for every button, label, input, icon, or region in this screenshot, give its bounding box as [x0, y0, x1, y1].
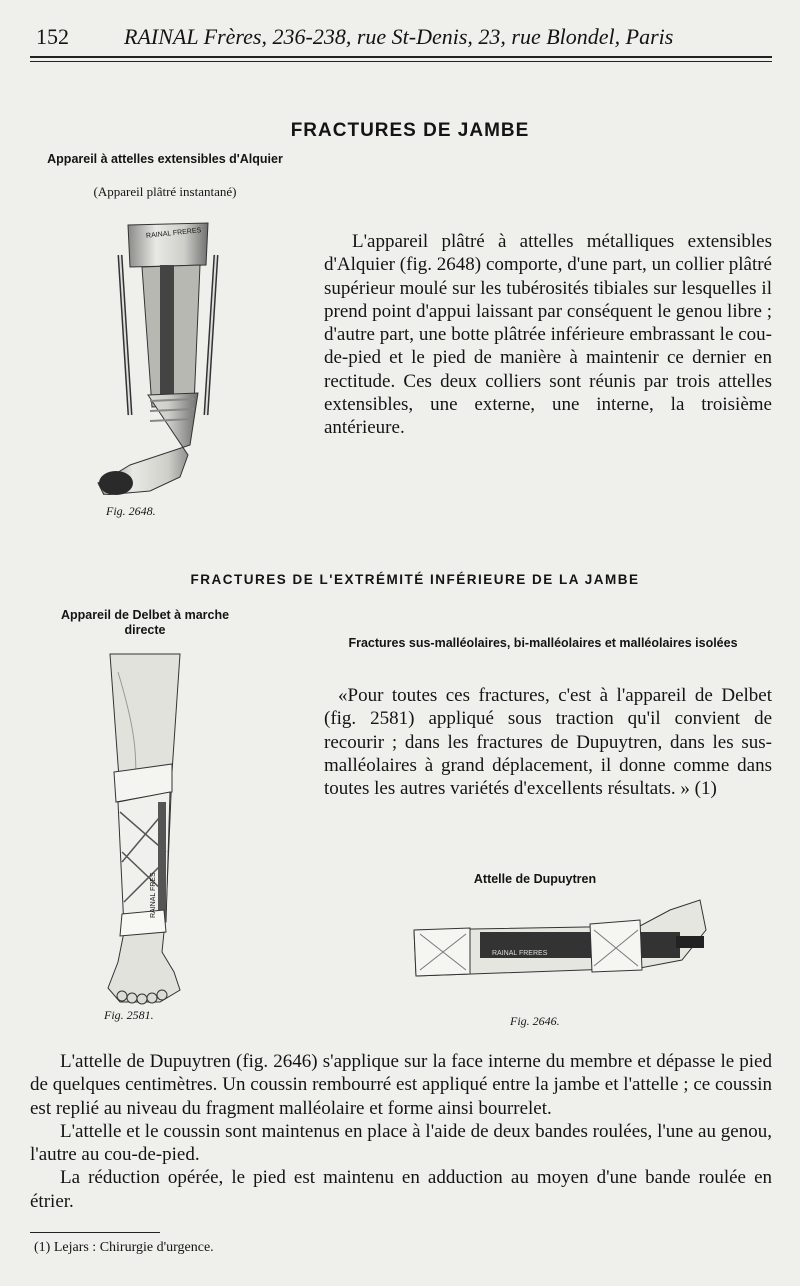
subheading-fractures-malleolaires: Fractures sus-malléolaires, bi-malléolaires et malléolaires isolées	[348, 636, 738, 650]
figure-caption-alquier: Appareil à attelles extensibles d'Alquier	[47, 152, 283, 166]
footnote-rule	[30, 1232, 160, 1233]
body-paragraph: L'attelle de Dupuytren (fig. 2646) s'applique sur la face interne du membre et dépasse le pied de quelques centimètres. Un coussin rembourré est appliqué entre la jambe et l'attelle ; ce coussin est replié au niveau du fragment malléolaire et forme ainsi bourrelet.	[30, 1051, 772, 1119]
cast-band-stamp: RAINAL FRERES	[145, 227, 202, 240]
figure-caption-dupuytren: Attelle de Dupuytren	[473, 872, 597, 886]
figure-label-2581: Fig. 2581.	[104, 1008, 154, 1022]
section-title-extremite-inferieure: FRACTURES DE L'EXTRÉMITÉ INFÉRIEURE DE LA JAMBE	[190, 572, 640, 587]
splint-stamp: RAINAL FRERES	[492, 950, 548, 957]
figure-label-2646: Fig. 2646.	[510, 1014, 560, 1028]
footnote: (1) Lejars : Chirurgie d'urgence.	[34, 1240, 214, 1255]
figure-caption-alquier-sub: (Appareil plâtré instantané)	[93, 184, 237, 199]
header-rule-thin	[30, 61, 772, 62]
body-dupuytren	[30, 1050, 772, 1213]
section-title-fractures-de-jambe: FRACTURES DE JAMBE	[290, 120, 530, 141]
body-paragraph: L'attelle et le coussin sont maintenus en place à l'aide de deux bandes roulées, l'une au genou, l'autre au cou-de-pied.	[30, 1120, 772, 1166]
figure-2581-delbet-apparatus	[100, 652, 190, 1007]
figure-caption-delbet: Appareil de Delbet à marche directe	[60, 608, 230, 637]
figure-2648-alquier-cast	[90, 215, 230, 495]
publisher-line: RAINAL Frères, 236-238, rue St-Denis, 23, rue Blondel, Paris	[124, 24, 674, 49]
paragraph-alquier-text: L'appareil plâtré à attelles métalliques extensibles d'Alquier (fig. 2648) comporte, d'une part, un collier plâtré supérieur moulé sur les tubérosités tibiales sur lesquelles il prend point d'appui laissant par conséquent le genou libre ; d'autre part, une botte plâtrée inférieure embrassant le cou-de-pied et le pied de manière à maintenir ce dernier en rectitude. Ces deux colliers sont réunis par trois attelles extensibles, une externe, une interne, la troisième antérieure.	[324, 231, 772, 439]
quote-lejars-text: «Pour toutes ces fractures, c'est à l'appareil de Delbet (fig. 2581) appliqué sous traction qu'il convient de recourir ; dans les fractures de Dupuytren, dans les sus-malléolaires à grand déplacement, il donne comme dans toutes les autres variétés d'excellents résultats. » (1)	[324, 685, 772, 800]
page-number: 152	[36, 24, 69, 49]
figure-label-2648: Fig. 2648.	[106, 504, 156, 518]
running-header	[36, 24, 776, 52]
paragraph-alquier	[324, 230, 772, 440]
quote-lejars	[324, 684, 772, 800]
figure-2646-dupuytren-splint	[410, 890, 710, 1010]
delbet-stamp: RAINAL FRES	[150, 872, 157, 918]
body-paragraph: La réduction opérée, le pied est maintenu en adduction au moyen d'une bande roulée en étrier.	[30, 1167, 772, 1212]
header-rule	[30, 56, 772, 58]
